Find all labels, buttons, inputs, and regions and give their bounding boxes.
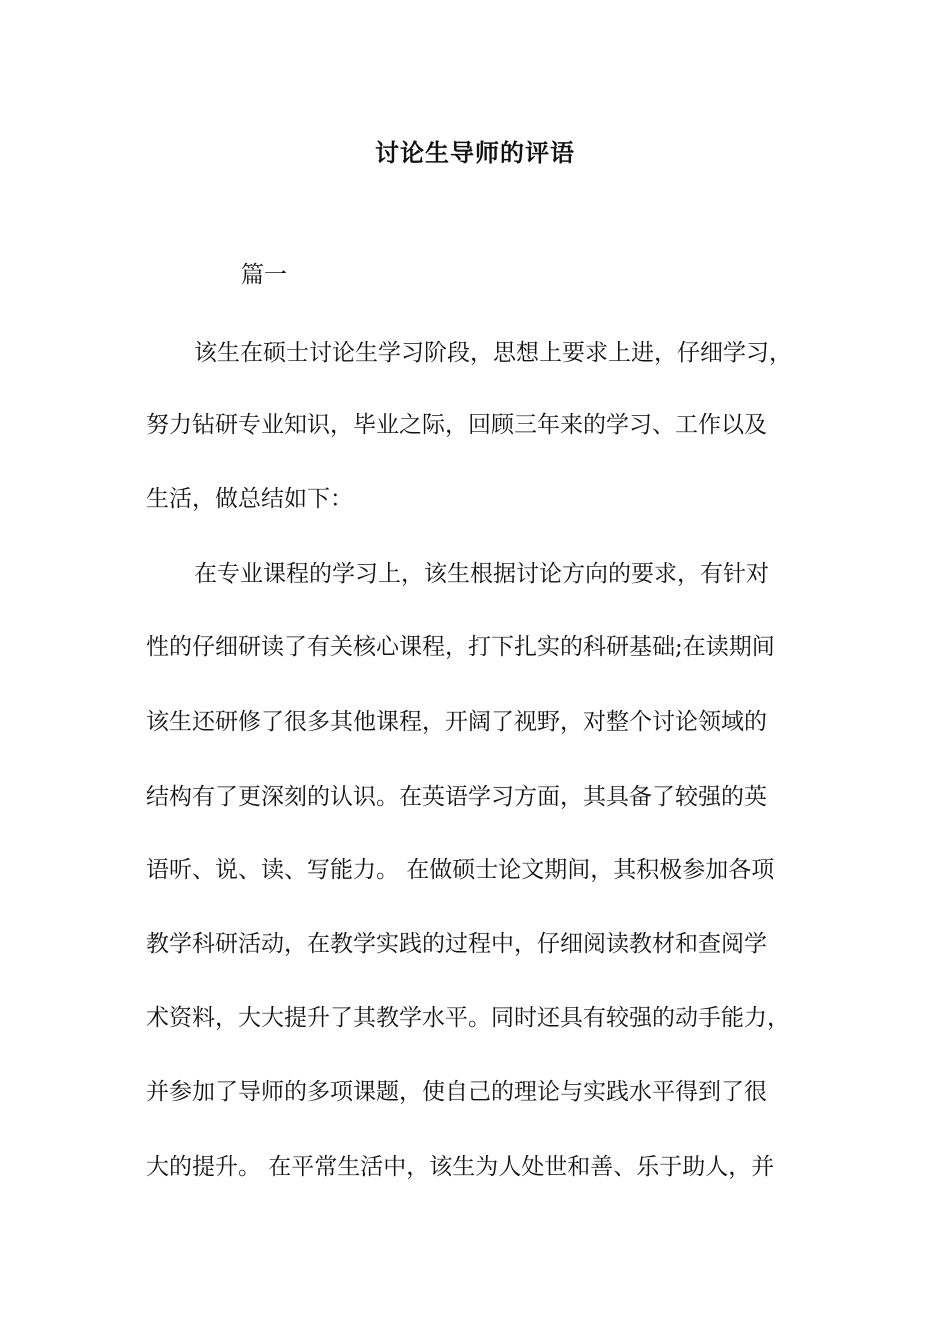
paragraph-line: 该生在硕士讨论生学习阶段，思想上要求上进，仔细学习， [194,340,792,366]
paragraph-line: 努力钻研专业知识，毕业之际，回顾三年来的学习、工作以及 [146,412,767,438]
paragraph-line: 语听、说、读、写能力。 在做硕士论文期间，其积极参加各项 [146,857,775,883]
paragraph-line: 结构有了更深刻的认识。在英语学习方面，其具备了较强的英 [146,784,767,810]
paragraph-line: 该生还研修了很多其他课程，开阔了视野，对整个讨论领域的 [146,709,767,735]
paragraph-line: 在专业课程的学习上，该生根据讨论方向的要求，有针对 [194,561,769,587]
paragraph-line: 大的提升。 在平常生活中，该生为人处世和善、乐于助人，并 [146,1154,775,1180]
paragraph-line: 教学科研活动，在教学实践的过程中，仔细阅读教材和查阅学 [146,931,767,957]
section-heading: 篇一 [241,262,287,288]
paragraph-line: 并参加了导师的多项课题，使自己的理论与实践水平得到了很 [146,1079,767,1105]
document-title: 讨论生导师的评语 [375,138,575,167]
paragraph-line: 术资料，大大提升了其教学水平。同时还具有较强的动手能力， [146,1005,790,1031]
paragraph-line: 生活，做总结如下： [146,486,353,512]
paragraph-line: 性的仔细研读了有关核心课程，打下扎实的科研基础;在读期间 [146,634,775,660]
